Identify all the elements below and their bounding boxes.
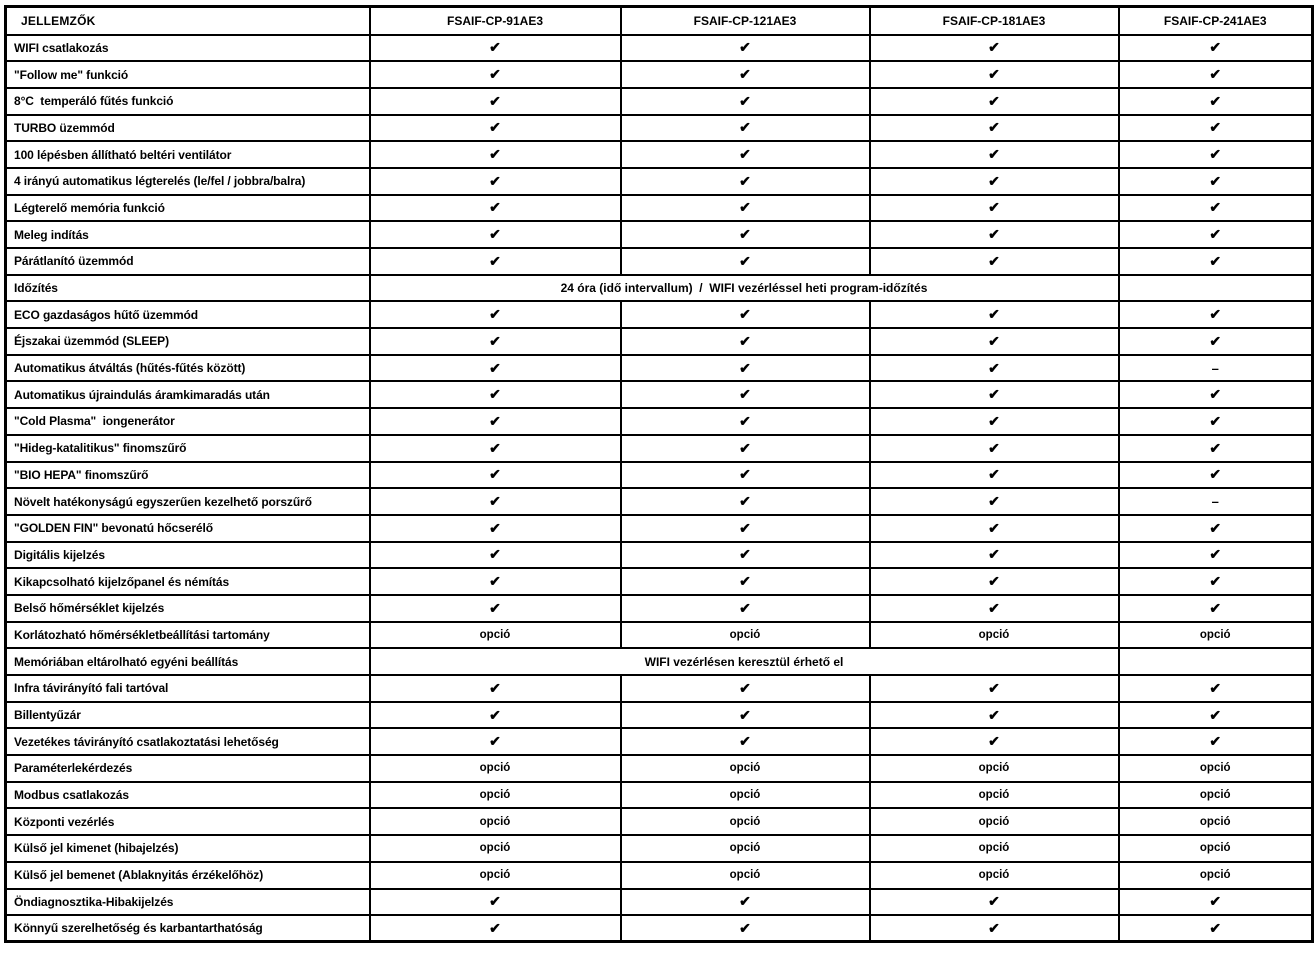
feature-row <box>6 862 1313 889</box>
check-icon: ✔ <box>370 915 621 942</box>
feature-row <box>6 221 1313 248</box>
check-icon: ✔ <box>1119 595 1313 622</box>
feature-name: TURBO üzemmód <box>6 115 370 142</box>
check-icon: ✔ <box>621 542 870 569</box>
check-icon: ✔ <box>370 328 621 355</box>
model-column-header: FSAIF-CP-121AE3 <box>621 7 870 35</box>
feature-row <box>6 275 1313 302</box>
check-icon: ✔ <box>870 702 1119 729</box>
spanning-note: WIFI vezérlésen keresztül érhető el <box>370 648 1119 675</box>
option-label: opció <box>870 862 1119 889</box>
feature-name: Kikapcsolható kijelzőpanel és némítás <box>6 568 370 595</box>
option-label: opció <box>370 862 621 889</box>
check-icon: ✔ <box>1119 61 1313 88</box>
feature-row <box>6 248 1313 275</box>
feature-row <box>6 115 1313 142</box>
feature-name: Infra távirányító fali tartóval <box>6 675 370 702</box>
feature-name: "Follow me" funkció <box>6 61 370 88</box>
feature-row <box>6 568 1313 595</box>
feature-row <box>6 622 1313 649</box>
check-icon: ✔ <box>370 115 621 142</box>
feature-comparison-table <box>4 5 1314 943</box>
check-icon: ✔ <box>1119 542 1313 569</box>
check-icon: ✔ <box>870 328 1119 355</box>
feature-row <box>6 195 1313 222</box>
feature-name: Belső hőmérséklet kijelzés <box>6 595 370 622</box>
feature-name: Párátlanító üzemmód <box>6 248 370 275</box>
check-icon: ✔ <box>370 568 621 595</box>
feature-name: 100 lépésben állítható beltéri ventilátor <box>6 141 370 168</box>
model-column-header: FSAIF-CP-241AE3 <box>1119 7 1313 35</box>
table-header <box>6 7 1313 35</box>
check-icon: ✔ <box>870 61 1119 88</box>
option-label: opció <box>870 808 1119 835</box>
option-label: opció <box>1119 862 1313 889</box>
feature-name: Automatikus újraindulás áramkimaradás után <box>6 381 370 408</box>
check-icon: ✔ <box>621 408 870 435</box>
check-icon: ✔ <box>1119 889 1313 916</box>
check-icon: ✔ <box>370 408 621 435</box>
feature-row <box>6 141 1313 168</box>
option-label: opció <box>1119 755 1313 782</box>
option-label: opció <box>621 755 870 782</box>
feature-row <box>6 328 1313 355</box>
option-label: opció <box>1119 808 1313 835</box>
feature-name: Vezetékes távirányító csatlakoztatási lehetőség <box>6 728 370 755</box>
feature-name: "Cold Plasma" iongenerátor <box>6 408 370 435</box>
check-icon: ✔ <box>870 168 1119 195</box>
check-icon: ✔ <box>370 595 621 622</box>
feature-name: Külső jel kimenet (hibajelzés) <box>6 835 370 862</box>
option-label: opció <box>621 782 870 809</box>
option-label: opció <box>621 808 870 835</box>
check-icon: ✔ <box>370 462 621 489</box>
check-icon: ✔ <box>1119 301 1313 328</box>
check-icon: ✔ <box>621 35 870 62</box>
check-icon: ✔ <box>870 221 1119 248</box>
check-icon: ✔ <box>621 488 870 515</box>
check-icon: ✔ <box>370 355 621 382</box>
check-icon: ✔ <box>1119 435 1313 462</box>
option-label: opció <box>870 622 1119 649</box>
option-label: opció <box>370 622 621 649</box>
check-icon: ✔ <box>621 168 870 195</box>
check-icon: ✔ <box>370 435 621 462</box>
check-icon: ✔ <box>1119 568 1313 595</box>
empty-cell <box>1119 648 1313 675</box>
check-icon: ✔ <box>1119 35 1313 62</box>
check-icon: ✔ <box>1119 328 1313 355</box>
feature-row <box>6 515 1313 542</box>
check-icon: ✔ <box>370 141 621 168</box>
check-icon: ✔ <box>621 328 870 355</box>
feature-row <box>6 648 1313 675</box>
feature-name: "GOLDEN FIN" bevonatú hőcserélő <box>6 515 370 542</box>
check-icon: ✔ <box>370 301 621 328</box>
header-row <box>6 7 1313 35</box>
feature-name: 8°C temperáló fűtés funkció <box>6 88 370 115</box>
check-icon: ✔ <box>621 195 870 222</box>
feature-row <box>6 408 1313 435</box>
feature-name: Növelt hatékonyságú egyszerűen kezelhető porszűrő <box>6 488 370 515</box>
check-icon: ✔ <box>370 702 621 729</box>
check-icon: ✔ <box>621 595 870 622</box>
check-icon: ✔ <box>370 221 621 248</box>
check-icon: ✔ <box>370 61 621 88</box>
check-icon: ✔ <box>870 141 1119 168</box>
check-icon: ✔ <box>870 435 1119 462</box>
check-icon: ✔ <box>621 515 870 542</box>
option-label: opció <box>621 862 870 889</box>
check-icon: ✔ <box>621 702 870 729</box>
check-icon: ✔ <box>1119 408 1313 435</box>
option-label: opció <box>1119 835 1313 862</box>
feature-name: Időzítés <box>6 275 370 302</box>
check-icon: ✔ <box>1119 462 1313 489</box>
check-icon: ✔ <box>870 381 1119 408</box>
empty-cell <box>1119 275 1313 302</box>
check-icon: ✔ <box>870 542 1119 569</box>
check-icon: ✔ <box>370 88 621 115</box>
check-icon: ✔ <box>1119 141 1313 168</box>
check-icon: ✔ <box>1119 728 1313 755</box>
feature-name: Éjszakai üzemmód (SLEEP) <box>6 328 370 355</box>
option-label: opció <box>370 755 621 782</box>
feature-name: 4 irányú automatikus légterelés (le/fel / jobbra/balra) <box>6 168 370 195</box>
check-icon: ✔ <box>621 141 870 168</box>
check-icon: ✔ <box>370 675 621 702</box>
feature-name: Automatikus átváltás (hűtés-fűtés között) <box>6 355 370 382</box>
check-icon: ✔ <box>1119 248 1313 275</box>
check-icon: ✔ <box>870 462 1119 489</box>
feature-row <box>6 355 1313 382</box>
check-icon: ✔ <box>621 462 870 489</box>
check-icon: ✔ <box>870 195 1119 222</box>
feature-row <box>6 542 1313 569</box>
check-icon: ✔ <box>370 381 621 408</box>
feature-name: Paraméterlekérdezés <box>6 755 370 782</box>
check-icon: ✔ <box>870 355 1119 382</box>
check-icon: ✔ <box>1119 168 1313 195</box>
feature-row <box>6 889 1313 916</box>
check-icon: ✔ <box>621 889 870 916</box>
feature-row <box>6 675 1313 702</box>
check-icon: ✔ <box>621 88 870 115</box>
check-icon: ✔ <box>870 301 1119 328</box>
feature-name: Modbus csatlakozás <box>6 782 370 809</box>
option-label: opció <box>1119 622 1313 649</box>
option-label: opció <box>1119 782 1313 809</box>
check-icon: ✔ <box>621 915 870 942</box>
check-icon: ✔ <box>1119 675 1313 702</box>
check-icon: ✔ <box>870 915 1119 942</box>
feature-name: Külső jel bemenet (Ablaknyitás érzékelőhöz) <box>6 862 370 889</box>
feature-row <box>6 595 1313 622</box>
check-icon: ✔ <box>870 675 1119 702</box>
feature-name: Memóriában eltárolható egyéni beállítás <box>6 648 370 675</box>
option-label: opció <box>870 755 1119 782</box>
check-icon: ✔ <box>870 488 1119 515</box>
feature-row <box>6 808 1313 835</box>
feature-row <box>6 702 1313 729</box>
check-icon: ✔ <box>870 248 1119 275</box>
check-icon: ✔ <box>621 675 870 702</box>
check-icon: ✔ <box>370 195 621 222</box>
check-icon: ✔ <box>1119 115 1313 142</box>
feature-row <box>6 728 1313 755</box>
option-label: opció <box>370 835 621 862</box>
option-label: opció <box>370 808 621 835</box>
check-icon: ✔ <box>621 221 870 248</box>
check-icon: ✔ <box>1119 221 1313 248</box>
check-icon: ✔ <box>870 568 1119 595</box>
check-icon: ✔ <box>870 515 1119 542</box>
spanning-note: 24 óra (idő intervallum) / WIFI vezérléssel heti program-időzítés <box>370 275 1119 302</box>
check-icon: ✔ <box>621 301 870 328</box>
feature-row <box>6 782 1313 809</box>
feature-name: WIFI csatlakozás <box>6 35 370 62</box>
check-icon: ✔ <box>870 408 1119 435</box>
option-label: opció <box>621 835 870 862</box>
table-body <box>6 35 1313 942</box>
feature-row <box>6 435 1313 462</box>
check-icon: ✔ <box>370 488 621 515</box>
feature-row <box>6 61 1313 88</box>
features-column-header: JELLEMZŐK <box>6 7 370 35</box>
dash-mark: – <box>1119 488 1313 515</box>
option-label: opció <box>870 835 1119 862</box>
check-icon: ✔ <box>1119 702 1313 729</box>
feature-row <box>6 755 1313 782</box>
check-icon: ✔ <box>870 35 1119 62</box>
check-icon: ✔ <box>370 728 621 755</box>
check-icon: ✔ <box>1119 381 1313 408</box>
feature-row <box>6 381 1313 408</box>
feature-row <box>6 915 1313 942</box>
feature-name: Öndiagnosztika-Hibakijelzés <box>6 889 370 916</box>
check-icon: ✔ <box>1119 88 1313 115</box>
feature-name: Légterelő memória funkció <box>6 195 370 222</box>
feature-name: Meleg indítás <box>6 221 370 248</box>
feature-row <box>6 488 1313 515</box>
feature-name: Billentyűzár <box>6 702 370 729</box>
feature-row <box>6 301 1313 328</box>
model-column-header: FSAIF-CP-181AE3 <box>870 7 1119 35</box>
check-icon: ✔ <box>870 889 1119 916</box>
check-icon: ✔ <box>621 248 870 275</box>
feature-name: "Hideg-katalitikus" finomszűrő <box>6 435 370 462</box>
option-label: opció <box>621 622 870 649</box>
check-icon: ✔ <box>621 435 870 462</box>
check-icon: ✔ <box>370 542 621 569</box>
check-icon: ✔ <box>621 115 870 142</box>
check-icon: ✔ <box>370 35 621 62</box>
option-label: opció <box>370 782 621 809</box>
feature-row <box>6 462 1313 489</box>
model-column-header: FSAIF-CP-91AE3 <box>370 7 621 35</box>
check-icon: ✔ <box>370 515 621 542</box>
feature-name: ECO gazdaságos hűtő üzemmód <box>6 301 370 328</box>
check-icon: ✔ <box>621 728 870 755</box>
check-icon: ✔ <box>1119 195 1313 222</box>
check-icon: ✔ <box>870 595 1119 622</box>
feature-row <box>6 835 1313 862</box>
check-icon: ✔ <box>621 355 870 382</box>
check-icon: ✔ <box>370 889 621 916</box>
feature-name: Digitális kijelzés <box>6 542 370 569</box>
feature-name: Központi vezérlés <box>6 808 370 835</box>
option-label: opció <box>870 782 1119 809</box>
dash-mark: – <box>1119 355 1313 382</box>
feature-name: "BIO HEPA" finomszűrő <box>6 462 370 489</box>
feature-row <box>6 168 1313 195</box>
feature-name: Könnyű szerelhetőség és karbantarthatóság <box>6 915 370 942</box>
check-icon: ✔ <box>370 168 621 195</box>
feature-row <box>6 35 1313 62</box>
check-icon: ✔ <box>870 88 1119 115</box>
check-icon: ✔ <box>370 248 621 275</box>
check-icon: ✔ <box>870 728 1119 755</box>
feature-name: Korlátozható hőmérsékletbeállítási tartomány <box>6 622 370 649</box>
check-icon: ✔ <box>621 568 870 595</box>
check-icon: ✔ <box>1119 515 1313 542</box>
check-icon: ✔ <box>1119 915 1313 942</box>
check-icon: ✔ <box>621 381 870 408</box>
check-icon: ✔ <box>621 61 870 88</box>
check-icon: ✔ <box>870 115 1119 142</box>
feature-row <box>6 88 1313 115</box>
